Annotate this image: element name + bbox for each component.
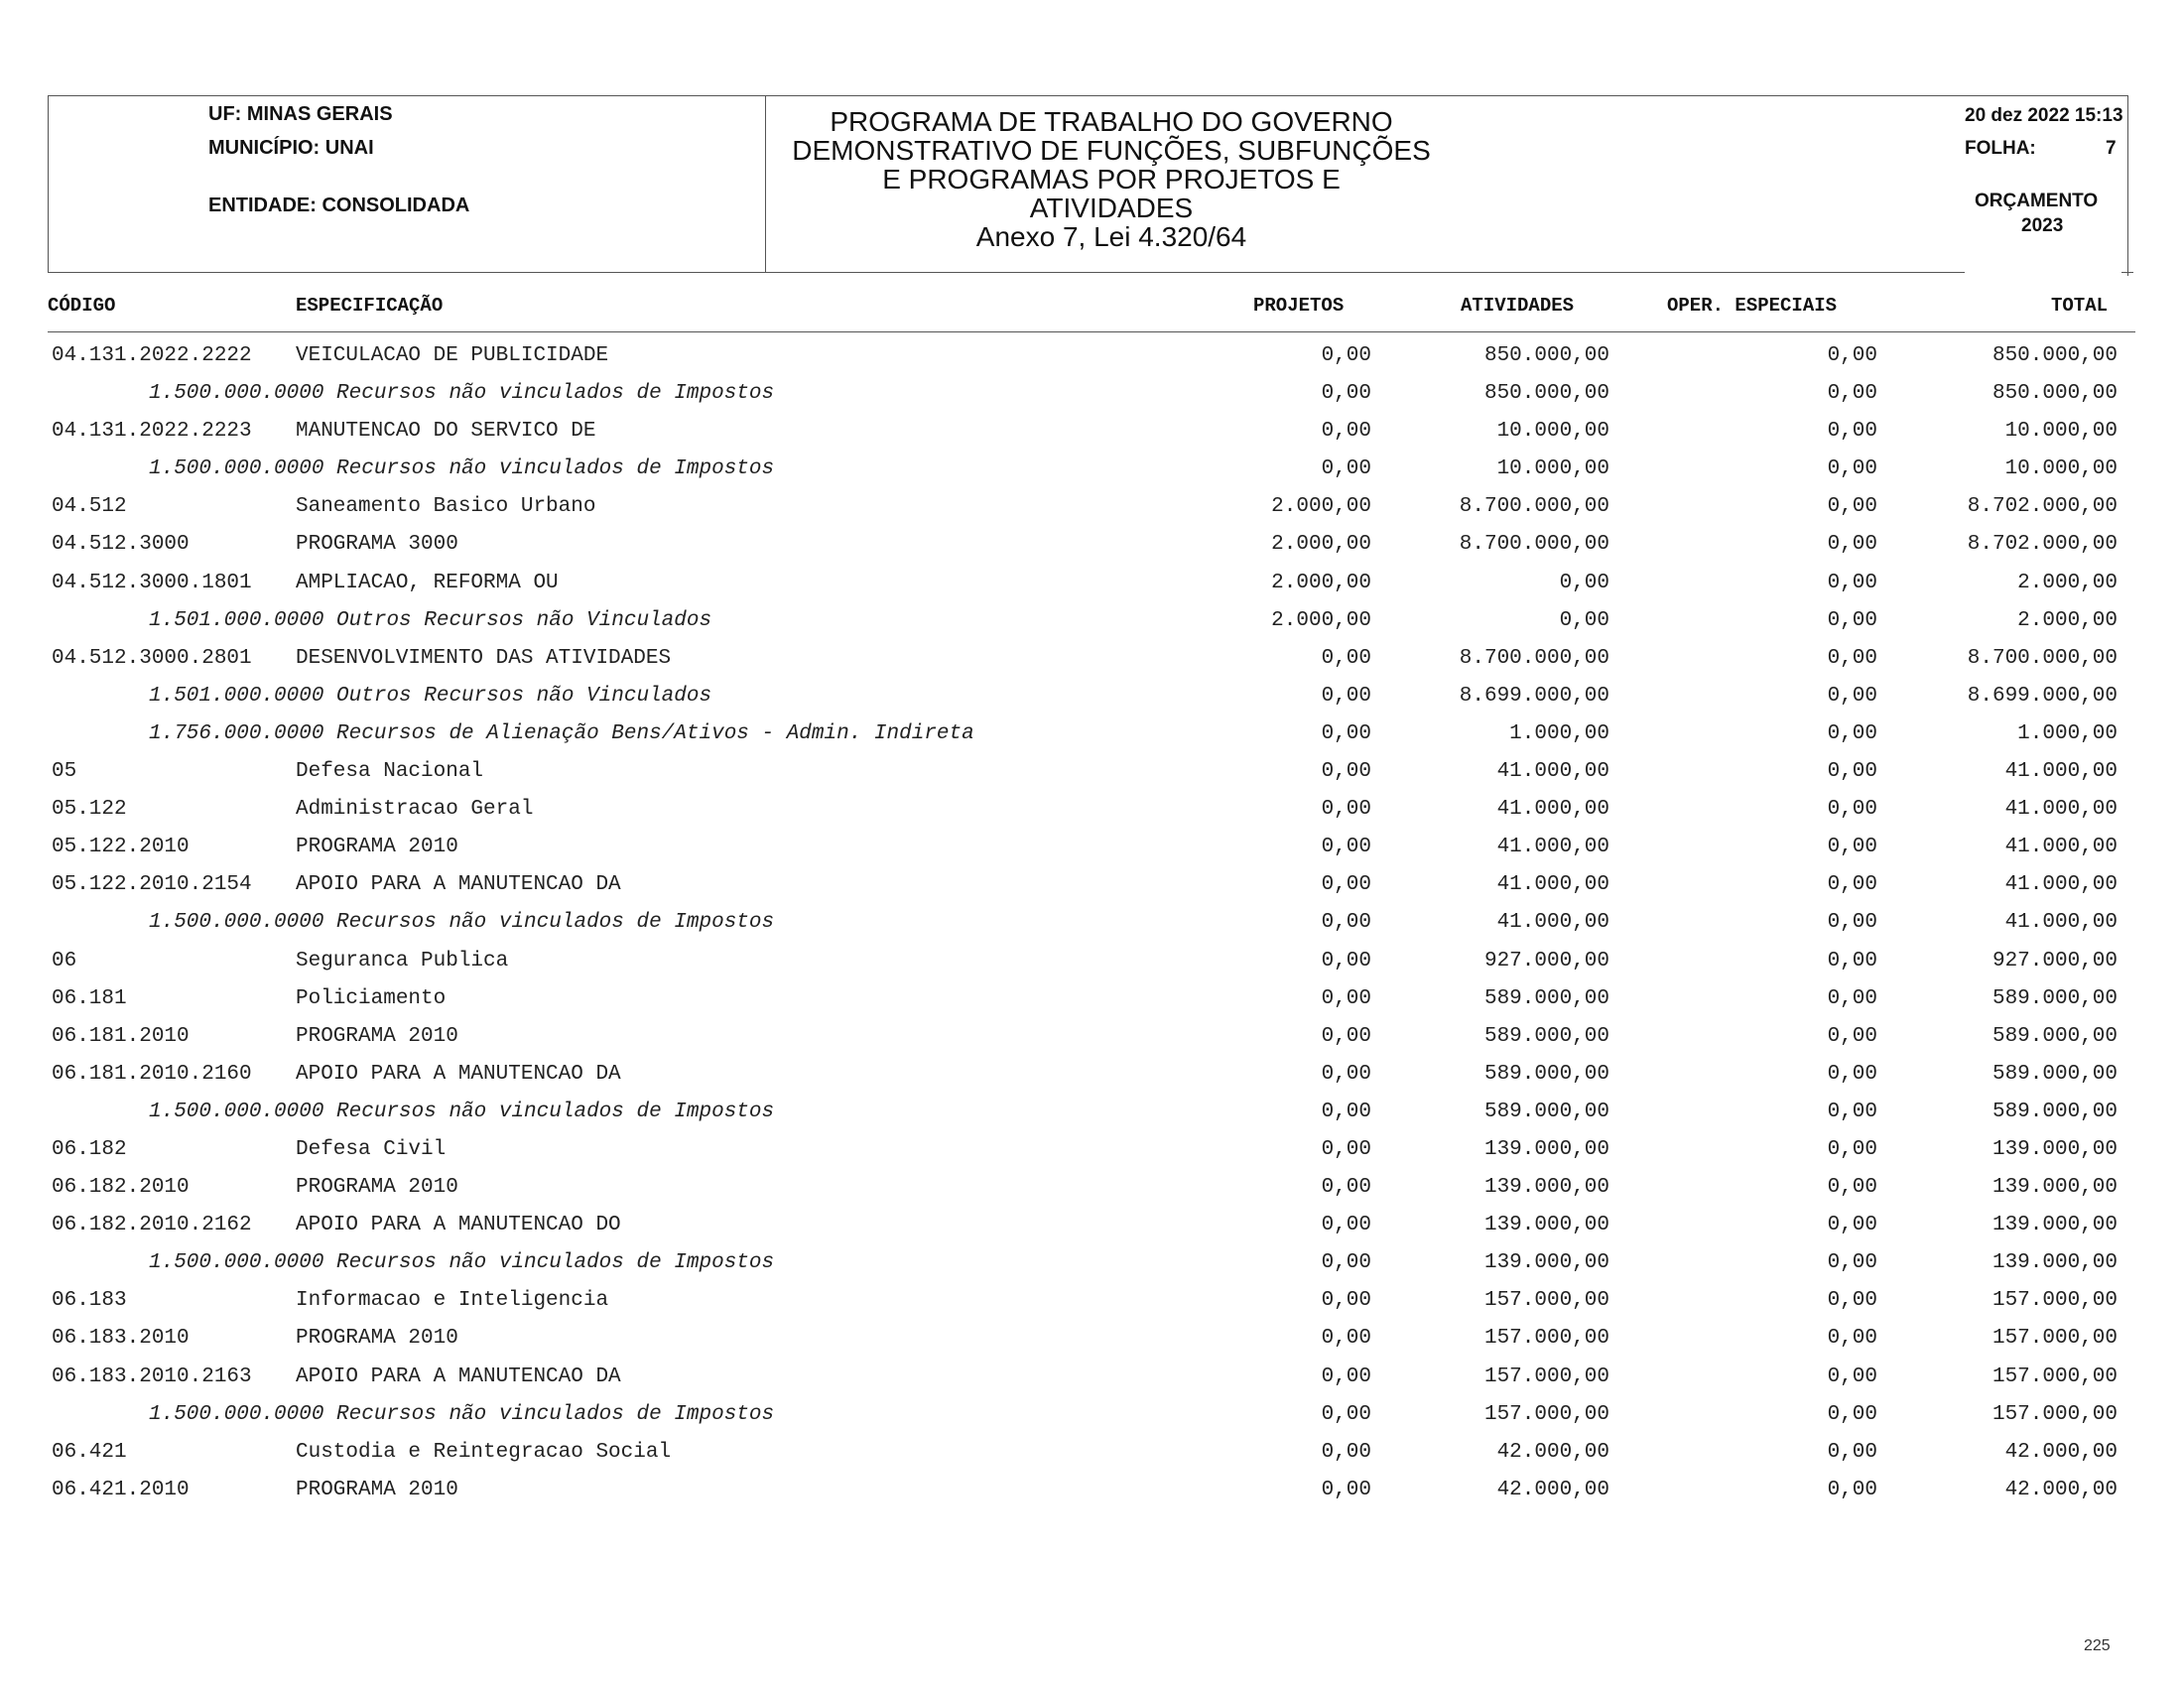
oper-especiais-cell: 0,00 bbox=[1827, 608, 1877, 632]
atividades-cell: 589.000,00 bbox=[1483, 1024, 1609, 1048]
total-cell: 157.000,00 bbox=[1991, 1402, 2118, 1426]
atividades-cell: 8.700.000,00 bbox=[1459, 646, 1609, 670]
oper-especiais-cell: 0,00 bbox=[1827, 798, 1877, 822]
table-row bbox=[0, 1323, 2184, 1361]
report-datetime: 20 dez 2022 15:13 bbox=[1965, 105, 2123, 126]
table-row bbox=[0, 529, 2184, 567]
oper-especiais-cell: 0,00 bbox=[1827, 836, 1877, 859]
specification-cell: MANUTENCAO DO SERVICO DE bbox=[296, 420, 596, 444]
atividades-cell: 157.000,00 bbox=[1483, 1327, 1609, 1351]
table-row bbox=[0, 491, 2184, 529]
atividades-cell: 157.000,00 bbox=[1483, 1289, 1609, 1313]
atividades-cell: 10.000,00 bbox=[1496, 420, 1609, 444]
atividades-cell: 41.000,00 bbox=[1496, 873, 1609, 897]
total-cell: 41.000,00 bbox=[2004, 760, 2118, 784]
projetos-cell: 0,00 bbox=[1321, 1478, 1371, 1501]
specification-cell: Defesa Civil bbox=[296, 1137, 447, 1161]
oper-especiais-cell: 0,00 bbox=[1827, 1478, 1877, 1501]
code-cell: 04.512.3000.1801 bbox=[52, 571, 252, 594]
projetos-cell: 0,00 bbox=[1321, 1327, 1371, 1351]
atividades-cell: 589.000,00 bbox=[1483, 1062, 1609, 1086]
projetos-cell: 0,00 bbox=[1321, 382, 1371, 406]
table-row bbox=[0, 869, 2184, 907]
code-cell: 04.512.3000 bbox=[52, 533, 190, 557]
table-row bbox=[0, 1285, 2184, 1323]
atividades-cell: 850.000,00 bbox=[1483, 344, 1609, 367]
resource-source-cell: 1.500.000.0000 Recursos não vinculados de Impostos bbox=[149, 911, 775, 935]
atividades-cell: 0,00 bbox=[1559, 608, 1609, 632]
atividades-cell: 41.000,00 bbox=[1496, 760, 1609, 784]
projetos-cell: 0,00 bbox=[1321, 949, 1371, 973]
atividades-cell: 589.000,00 bbox=[1483, 986, 1609, 1010]
oper-especiais-cell: 0,00 bbox=[1827, 911, 1877, 935]
projetos-cell: 2.000,00 bbox=[1271, 608, 1371, 632]
code-cell: 04.131.2022.2223 bbox=[52, 420, 252, 444]
atividades-cell: 41.000,00 bbox=[1496, 798, 1609, 822]
total-cell: 589.000,00 bbox=[1991, 1062, 2118, 1086]
total-cell: 10.000,00 bbox=[2004, 457, 2118, 481]
resource-source-row bbox=[0, 1247, 2184, 1285]
col-header-atividades: ATIVIDADES bbox=[1461, 295, 1575, 317]
oper-especiais-cell: 0,00 bbox=[1827, 1251, 1877, 1275]
uf-label: UF: MINAS GERAIS bbox=[208, 103, 393, 125]
oper-especiais-cell: 0,00 bbox=[1827, 986, 1877, 1010]
oper-especiais-cell: 0,00 bbox=[1827, 1402, 1877, 1426]
total-cell: 850.000,00 bbox=[1991, 382, 2118, 406]
title-line: Anexo 7, Lei 4.320/64 bbox=[975, 221, 1247, 252]
oper-especiais-cell: 0,00 bbox=[1827, 1440, 1877, 1464]
atividades-cell: 139.000,00 bbox=[1483, 1214, 1609, 1237]
table-row bbox=[0, 643, 2184, 681]
table-row bbox=[0, 1172, 2184, 1210]
oper-especiais-cell: 0,00 bbox=[1827, 420, 1877, 444]
oper-especiais-cell: 0,00 bbox=[1827, 1100, 1877, 1123]
projetos-cell: 0,00 bbox=[1321, 457, 1371, 481]
table-row bbox=[0, 983, 2184, 1021]
projetos-cell: 2.000,00 bbox=[1271, 495, 1371, 519]
total-cell: 139.000,00 bbox=[1991, 1251, 2118, 1275]
col-header-especificacao: ESPECIFICAÇÃO bbox=[296, 295, 444, 317]
code-cell: 06.181.2010 bbox=[52, 1024, 190, 1048]
total-cell: 589.000,00 bbox=[1991, 1024, 2118, 1048]
code-cell: 06.181.2010.2160 bbox=[52, 1062, 252, 1086]
total-cell: 139.000,00 bbox=[1991, 1214, 2118, 1237]
header-corner-tick bbox=[2121, 272, 2133, 273]
col-header-codigo: CÓDIGO bbox=[48, 295, 116, 317]
oper-especiais-cell: 0,00 bbox=[1827, 1327, 1877, 1351]
atividades-cell: 42.000,00 bbox=[1496, 1478, 1609, 1501]
projetos-cell: 2.000,00 bbox=[1271, 533, 1371, 557]
specification-cell: Saneamento Basico Urbano bbox=[296, 495, 596, 519]
resource-source-row bbox=[0, 907, 2184, 945]
atividades-cell: 139.000,00 bbox=[1483, 1176, 1609, 1200]
atividades-cell: 10.000,00 bbox=[1496, 457, 1609, 481]
specification-cell: PROGRAMA 2010 bbox=[296, 1024, 458, 1048]
total-cell: 1.000,00 bbox=[2017, 721, 2118, 745]
projetos-cell: 0,00 bbox=[1321, 1402, 1371, 1426]
specification-cell: Informacao e Inteligencia bbox=[296, 1289, 609, 1313]
resource-source-cell: 1.756.000.0000 Recursos de Alienação Bens/Ativos - Admin. Indireta bbox=[149, 721, 974, 745]
atividades-cell: 1.000,00 bbox=[1509, 721, 1609, 745]
orcamento-label: ORÇAMENTO bbox=[1975, 191, 2099, 211]
total-cell: 927.000,00 bbox=[1991, 949, 2118, 973]
projetos-cell: 0,00 bbox=[1321, 1100, 1371, 1123]
total-cell: 589.000,00 bbox=[1991, 1100, 2118, 1123]
projetos-cell: 0,00 bbox=[1321, 1137, 1371, 1161]
folha-value: 7 bbox=[2106, 138, 2117, 159]
atividades-cell: 589.000,00 bbox=[1483, 1100, 1609, 1123]
projetos-cell: 0,00 bbox=[1321, 1176, 1371, 1200]
table-row bbox=[0, 756, 2184, 794]
specification-cell: PROGRAMA 2010 bbox=[296, 1176, 458, 1200]
table-row bbox=[0, 1210, 2184, 1247]
resource-source-cell: 1.501.000.0000 Outros Recursos não Vinculados bbox=[149, 608, 712, 632]
total-cell: 850.000,00 bbox=[1991, 344, 2118, 367]
table-row bbox=[0, 832, 2184, 869]
projetos-cell: 0,00 bbox=[1321, 1289, 1371, 1313]
projetos-cell: 0,00 bbox=[1321, 721, 1371, 745]
oper-especiais-cell: 0,00 bbox=[1827, 760, 1877, 784]
resource-source-cell: 1.501.000.0000 Outros Recursos não Vinculados bbox=[149, 684, 712, 708]
title-line: DEMONSTRATIVO DE FUNÇÕES, SUBFUNÇÕES bbox=[792, 135, 1431, 166]
atividades-cell: 8.699.000,00 bbox=[1459, 684, 1609, 708]
code-cell: 05.122.2010 bbox=[52, 836, 190, 859]
col-header-projetos: PROJETOS bbox=[1253, 295, 1345, 317]
atividades-cell: 139.000,00 bbox=[1483, 1137, 1609, 1161]
projetos-cell: 0,00 bbox=[1321, 646, 1371, 670]
total-cell: 589.000,00 bbox=[1991, 986, 2118, 1010]
specification-cell: Custodia e Reintegracao Social bbox=[296, 1440, 672, 1464]
total-cell: 157.000,00 bbox=[1991, 1327, 2118, 1351]
total-cell: 42.000,00 bbox=[2004, 1478, 2118, 1501]
projetos-cell: 0,00 bbox=[1321, 1251, 1371, 1275]
specification-cell: Policiamento bbox=[296, 986, 447, 1010]
specification-cell: PROGRAMA 2010 bbox=[296, 1478, 458, 1501]
code-cell: 06.421 bbox=[52, 1440, 127, 1464]
oper-especiais-cell: 0,00 bbox=[1827, 344, 1877, 367]
atividades-cell: 157.000,00 bbox=[1483, 1364, 1609, 1388]
oper-especiais-cell: 0,00 bbox=[1827, 684, 1877, 708]
specification-cell: APOIO PARA A MANUTENCAO DA bbox=[296, 1062, 621, 1086]
resource-source-row bbox=[0, 454, 2184, 491]
resource-source-cell: 1.500.000.0000 Recursos não vinculados de Impostos bbox=[149, 457, 775, 481]
header-bottom-rule bbox=[48, 272, 1965, 273]
oper-especiais-cell: 0,00 bbox=[1827, 1024, 1877, 1048]
oper-especiais-cell: 0,00 bbox=[1827, 1062, 1877, 1086]
entidade-label: ENTIDADE: CONSOLIDADA bbox=[208, 195, 470, 216]
oper-especiais-cell: 0,00 bbox=[1827, 949, 1877, 973]
atividades-cell: 157.000,00 bbox=[1483, 1402, 1609, 1426]
atividades-cell: 41.000,00 bbox=[1496, 911, 1609, 935]
atividades-cell: 8.700.000,00 bbox=[1459, 533, 1609, 557]
code-cell: 06.421.2010 bbox=[52, 1478, 190, 1501]
table-row bbox=[0, 1134, 2184, 1172]
specification-cell: Seguranca Publica bbox=[296, 949, 509, 973]
specification-cell: APOIO PARA A MANUTENCAO DA bbox=[296, 1364, 621, 1388]
title-line: E PROGRAMAS POR PROJETOS E bbox=[882, 164, 1341, 195]
resource-source-cell: 1.500.000.0000 Recursos não vinculados de Impostos bbox=[149, 1251, 775, 1275]
header-right-rule bbox=[2127, 95, 2128, 276]
specification-cell: PROGRAMA 3000 bbox=[296, 533, 458, 557]
oper-especiais-cell: 0,00 bbox=[1827, 533, 1877, 557]
table-row bbox=[0, 1021, 2184, 1059]
atividades-cell: 41.000,00 bbox=[1496, 836, 1609, 859]
projetos-cell: 0,00 bbox=[1321, 836, 1371, 859]
resource-source-row bbox=[0, 681, 2184, 718]
specification-cell: AMPLIACAO, REFORMA OU bbox=[296, 571, 559, 594]
title-line: ATIVIDADES bbox=[1029, 193, 1194, 223]
resource-source-row bbox=[0, 1399, 2184, 1437]
code-cell: 05 bbox=[52, 760, 77, 784]
atividades-cell: 42.000,00 bbox=[1496, 1440, 1609, 1464]
projetos-cell: 0,00 bbox=[1321, 344, 1371, 367]
report-table-body bbox=[0, 340, 2184, 1512]
code-cell: 06.182.2010 bbox=[52, 1176, 190, 1200]
code-cell: 04.512 bbox=[52, 495, 127, 519]
column-header-rule bbox=[48, 331, 2135, 332]
projetos-cell: 0,00 bbox=[1321, 760, 1371, 784]
resource-source-row bbox=[0, 378, 2184, 416]
projetos-cell: 0,00 bbox=[1321, 1062, 1371, 1086]
total-cell: 2.000,00 bbox=[2017, 571, 2118, 594]
total-cell: 41.000,00 bbox=[2004, 836, 2118, 859]
code-cell: 06.181 bbox=[52, 986, 127, 1010]
resource-source-cell: 1.500.000.0000 Recursos não vinculados de Impostos bbox=[149, 382, 775, 406]
header-top-rule bbox=[48, 95, 2127, 96]
oper-especiais-cell: 0,00 bbox=[1827, 457, 1877, 481]
projetos-cell: 0,00 bbox=[1321, 1364, 1371, 1388]
specification-cell: APOIO PARA A MANUTENCAO DA bbox=[296, 873, 621, 897]
oper-especiais-cell: 0,00 bbox=[1827, 1289, 1877, 1313]
table-row bbox=[0, 416, 2184, 454]
municipio-label: MUNICÍPIO: UNAI bbox=[208, 137, 374, 159]
total-cell: 10.000,00 bbox=[2004, 420, 2118, 444]
folha-label: FOLHA: bbox=[1965, 138, 2036, 159]
oper-especiais-cell: 0,00 bbox=[1827, 646, 1877, 670]
specification-cell: Defesa Nacional bbox=[296, 760, 484, 784]
resource-source-cell: 1.500.000.0000 Recursos não vinculados de Impostos bbox=[149, 1100, 775, 1123]
table-row bbox=[0, 794, 2184, 832]
code-cell: 06.182 bbox=[52, 1137, 127, 1161]
resource-source-row bbox=[0, 1097, 2184, 1134]
total-cell: 8.702.000,00 bbox=[1967, 533, 2118, 557]
total-cell: 139.000,00 bbox=[1991, 1176, 2118, 1200]
oper-especiais-cell: 0,00 bbox=[1827, 721, 1877, 745]
projetos-cell: 0,00 bbox=[1321, 684, 1371, 708]
total-cell: 2.000,00 bbox=[2017, 608, 2118, 632]
projetos-cell: 0,00 bbox=[1321, 1214, 1371, 1237]
resource-source-cell: 1.500.000.0000 Recursos não vinculados de Impostos bbox=[149, 1402, 775, 1426]
projetos-cell: 0,00 bbox=[1321, 1440, 1371, 1464]
title-line: PROGRAMA DE TRABALHO DO GOVERNO bbox=[830, 106, 1393, 137]
total-cell: 41.000,00 bbox=[2004, 873, 2118, 897]
specification-cell: PROGRAMA 2010 bbox=[296, 836, 458, 859]
report-title bbox=[754, 107, 1469, 251]
projetos-cell: 0,00 bbox=[1321, 911, 1371, 935]
code-cell: 05.122 bbox=[52, 798, 127, 822]
specification-cell: APOIO PARA A MANUTENCAO DO bbox=[296, 1214, 621, 1237]
header-left-rule bbox=[48, 95, 49, 272]
code-cell: 06.182.2010.2162 bbox=[52, 1214, 252, 1237]
code-cell: 04.131.2022.2222 bbox=[52, 344, 252, 367]
total-cell: 157.000,00 bbox=[1991, 1289, 2118, 1313]
resource-source-row bbox=[0, 718, 2184, 756]
oper-especiais-cell: 0,00 bbox=[1827, 1176, 1877, 1200]
col-header-total: TOTAL bbox=[2051, 295, 2109, 317]
projetos-cell: 0,00 bbox=[1321, 1024, 1371, 1048]
oper-especiais-cell: 0,00 bbox=[1827, 1214, 1877, 1237]
total-cell: 41.000,00 bbox=[2004, 798, 2118, 822]
projetos-cell: 0,00 bbox=[1321, 986, 1371, 1010]
oper-especiais-cell: 0,00 bbox=[1827, 495, 1877, 519]
table-row bbox=[0, 1437, 2184, 1475]
table-row bbox=[0, 340, 2184, 378]
table-row bbox=[0, 1059, 2184, 1097]
page-number: 225 bbox=[2084, 1637, 2111, 1654]
total-cell: 157.000,00 bbox=[1991, 1364, 2118, 1388]
orcamento-year: 2023 bbox=[2021, 215, 2064, 236]
atividades-cell: 0,00 bbox=[1559, 571, 1609, 594]
table-row bbox=[0, 946, 2184, 983]
code-cell: 06 bbox=[52, 949, 77, 973]
total-cell: 8.702.000,00 bbox=[1967, 495, 2118, 519]
total-cell: 8.699.000,00 bbox=[1967, 684, 2118, 708]
oper-especiais-cell: 0,00 bbox=[1827, 873, 1877, 897]
atividades-cell: 8.700.000,00 bbox=[1459, 495, 1609, 519]
oper-especiais-cell: 0,00 bbox=[1827, 1137, 1877, 1161]
oper-especiais-cell: 0,00 bbox=[1827, 571, 1877, 594]
projetos-cell: 0,00 bbox=[1321, 873, 1371, 897]
atividades-cell: 850.000,00 bbox=[1483, 382, 1609, 406]
resource-source-row bbox=[0, 605, 2184, 643]
col-header-oper-especiais: OPER. ESPECIAIS bbox=[1667, 295, 1838, 317]
code-cell: 05.122.2010.2154 bbox=[52, 873, 252, 897]
specification-cell: DESENVOLVIMENTO DAS ATIVIDADES bbox=[296, 646, 672, 670]
code-cell: 06.183 bbox=[52, 1289, 127, 1313]
total-cell: 8.700.000,00 bbox=[1967, 646, 2118, 670]
specification-cell: PROGRAMA 2010 bbox=[296, 1327, 458, 1351]
projetos-cell: 2.000,00 bbox=[1271, 571, 1371, 594]
code-cell: 06.183.2010.2163 bbox=[52, 1364, 252, 1388]
oper-especiais-cell: 0,00 bbox=[1827, 1364, 1877, 1388]
table-row bbox=[0, 1362, 2184, 1399]
atividades-cell: 139.000,00 bbox=[1483, 1251, 1609, 1275]
total-cell: 139.000,00 bbox=[1991, 1137, 2118, 1161]
atividades-cell: 927.000,00 bbox=[1483, 949, 1609, 973]
specification-cell: VEICULACAO DE PUBLICIDADE bbox=[296, 344, 609, 367]
projetos-cell: 0,00 bbox=[1321, 798, 1371, 822]
total-cell: 41.000,00 bbox=[2004, 911, 2118, 935]
oper-especiais-cell: 0,00 bbox=[1827, 382, 1877, 406]
code-cell: 06.183.2010 bbox=[52, 1327, 190, 1351]
total-cell: 42.000,00 bbox=[2004, 1440, 2118, 1464]
table-row bbox=[0, 568, 2184, 605]
projetos-cell: 0,00 bbox=[1321, 420, 1371, 444]
specification-cell: Administracao Geral bbox=[296, 798, 534, 822]
table-row bbox=[0, 1475, 2184, 1512]
code-cell: 04.512.3000.2801 bbox=[52, 646, 252, 670]
